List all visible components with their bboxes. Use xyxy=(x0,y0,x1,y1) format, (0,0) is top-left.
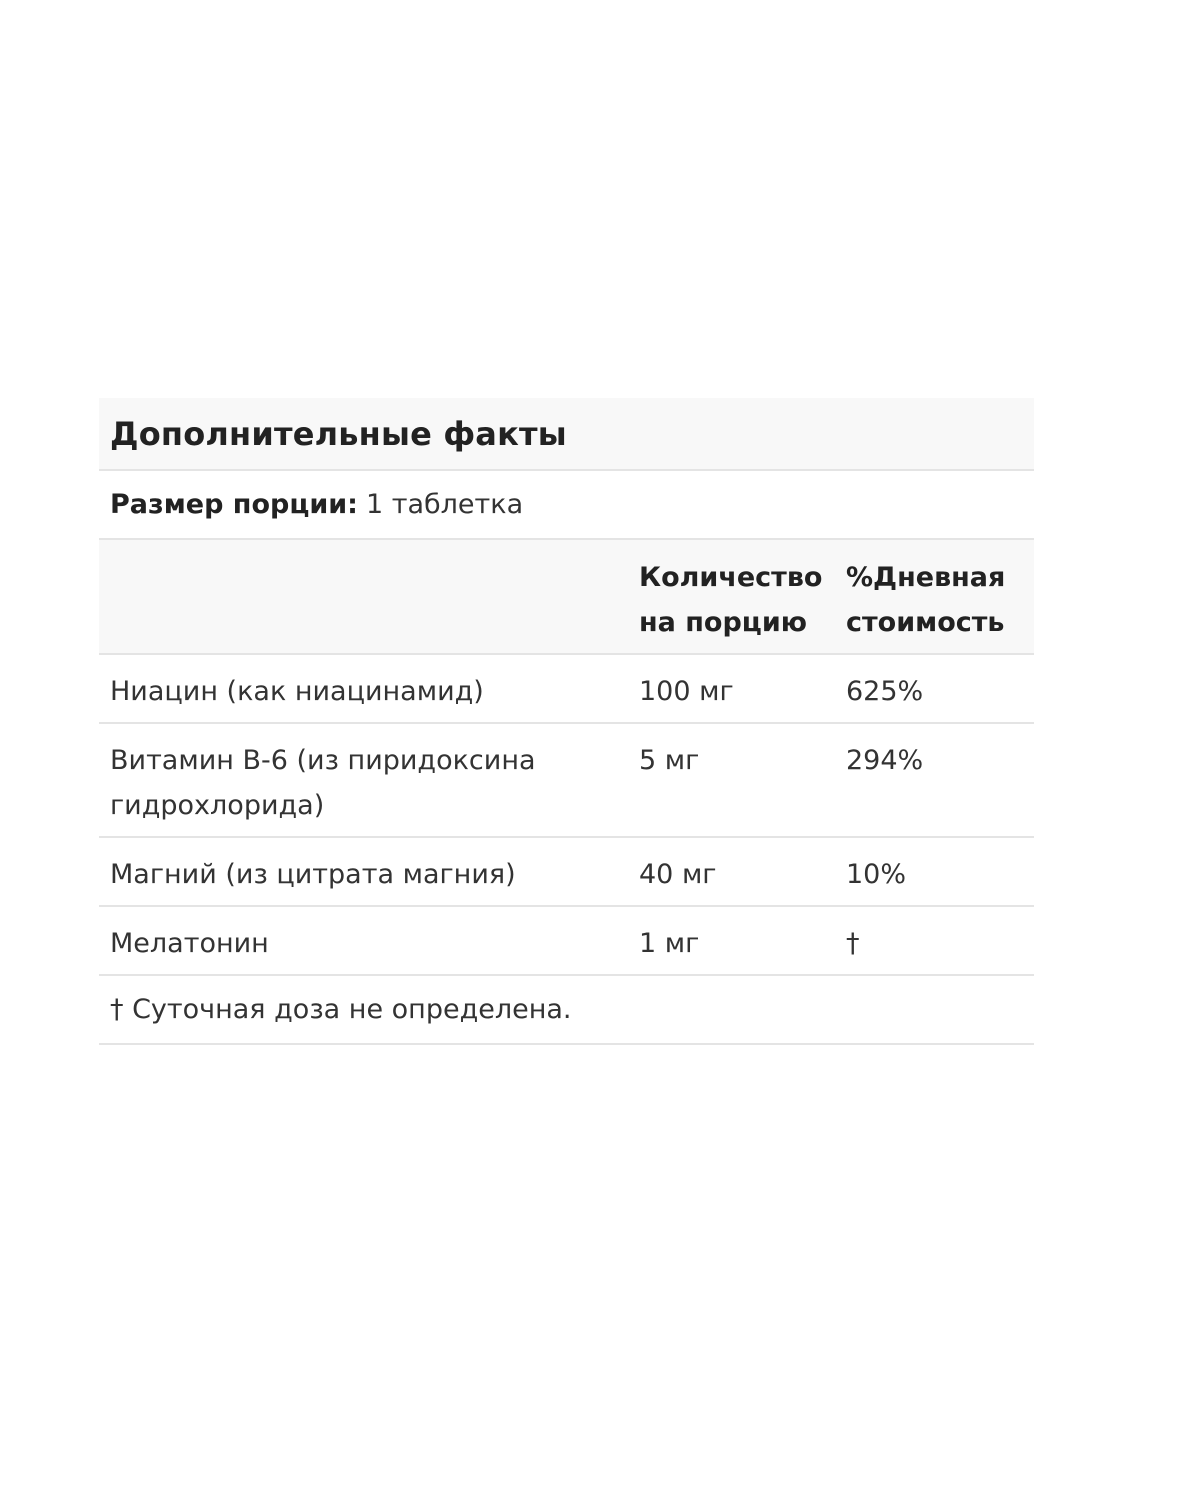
nutrient-daily-value: 625% xyxy=(846,676,924,707)
nutrient-name xyxy=(99,724,639,836)
column-header-amount-line2: на порцию xyxy=(639,607,807,638)
nutrient-amount: 40 мг xyxy=(639,859,717,890)
column-header-amount xyxy=(639,540,846,653)
table-row xyxy=(99,907,1034,976)
nutrient-amount: 100 мг xyxy=(639,676,734,707)
nutrient-amount: 5 мг xyxy=(639,745,700,776)
nutrient-amount: 1 мг xyxy=(639,928,700,959)
table-row xyxy=(99,724,1034,838)
column-header-name xyxy=(99,540,639,653)
supplement-facts-table xyxy=(99,398,1034,1045)
nutrient-name-line1: Витамин B-6 (из пиридоксина xyxy=(110,745,536,776)
nutrient-name-line2: гидрохлорида) xyxy=(110,790,325,821)
nutrient-daily-value: 10% xyxy=(846,859,907,890)
facts-header xyxy=(99,398,1034,471)
nutrient-name xyxy=(99,907,639,974)
table-row xyxy=(99,838,1034,907)
column-header-daily-line1: %Дневная xyxy=(846,562,1006,593)
column-header-daily-line2: стоимость xyxy=(846,607,1005,638)
nutrient-daily-value: † xyxy=(846,928,860,959)
column-header-daily-value xyxy=(846,540,1034,653)
serving-size-label: Размер порции: xyxy=(110,489,358,520)
column-header-amount-line1: Количество xyxy=(639,562,823,593)
column-header-row xyxy=(99,540,1034,655)
serving-size-row xyxy=(99,471,1034,540)
nutrient-name xyxy=(99,655,639,722)
nutrient-name-line1: Мелатонин xyxy=(110,928,269,959)
footnote: † Суточная доза не определена. xyxy=(99,976,1034,1045)
facts-title: Дополнительные факты xyxy=(110,414,567,453)
table-row xyxy=(99,655,1034,724)
nutrient-name-line1: Ниацин (как ниацинамид) xyxy=(110,676,484,707)
nutrient-daily-value: 294% xyxy=(846,745,924,776)
nutrient-name xyxy=(99,838,639,905)
serving-size-value: 1 таблетка xyxy=(365,489,524,520)
nutrient-name-line1: Магний (из цитрата магния) xyxy=(110,859,516,890)
